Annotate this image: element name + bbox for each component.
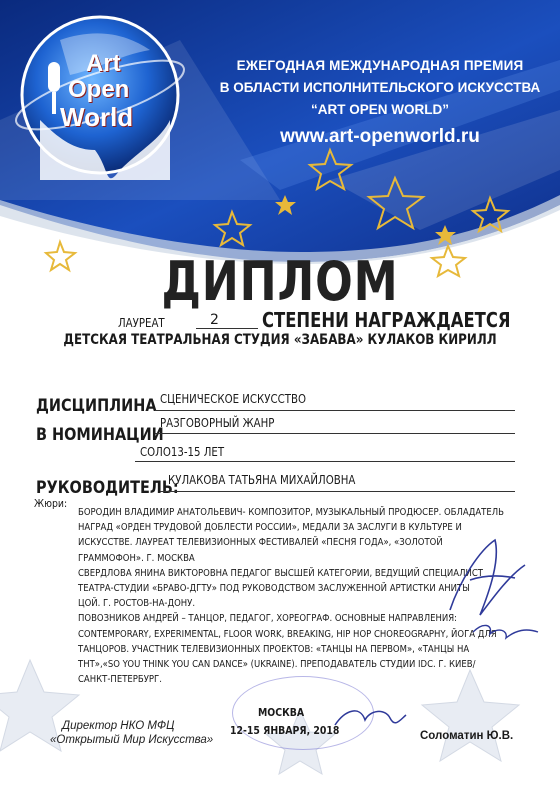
- jury-line: CONTEMPORARY, EXPERIMENTAL, FLOOR WORK, BREAKING, HIP HOP CHOREOGRAPHY, ЙОГА ДЛЯ: [78, 628, 497, 640]
- event-dates: 12-15 ЯНВАРЯ, 2018: [230, 724, 340, 737]
- jury-line: НАГРАД «ОРДЕН ТРУДОВОЙ ДОБЛЕСТИ РОССИИ», МЕДАЛИ ЗА ЗАСЛУГИ В КУЛЬТУРЕ И: [78, 522, 462, 534]
- director-signature: [330, 700, 410, 740]
- discipline-underline: [155, 410, 515, 411]
- nomination-label: В НОМИНАЦИИ: [36, 425, 164, 445]
- laureat-label: ЛАУРЕАТ: [118, 316, 165, 330]
- header-line-1: ЕЖЕГОДНАЯ МЕЖДУНАРОДНАЯ ПРЕМИЯ: [236, 58, 524, 73]
- jury-line: ТНТ»,«SO YOU THINK YOU CAN DANCE» (UKRAINE). ПРЕПОДАВАТЕЛЬ СТУДИИ IDC. Г. КИЕВ/: [78, 659, 476, 671]
- jury-line: ТЕАТРА-СТУДИИ «БРАВО-ДГТУ» ПОД РУКОВОДСТВОМ ЗАСЛУЖЕННОЙ АРТИСТКИ АНИТЫ: [78, 583, 470, 595]
- event-city: МОСКВА: [258, 706, 305, 719]
- header-line-3: “ART OPEN WORLD”: [311, 102, 449, 117]
- jury-signature-2: [468, 612, 548, 652]
- leader-label: РУКОВОДИТЕЛЬ:: [36, 478, 179, 498]
- logo-text-open: Open: [68, 76, 130, 103]
- jury-line: ТАНЦОРОВ. УЧАСТНИК ТЕЛЕВИЗИОННЫХ ПРОЕКТОВ: «ТАНЦЫ НА ПЕРВОМ», «ТАНЦЫ НА: [78, 643, 470, 655]
- degree-text: СТЕПЕНИ НАГРАЖДАЕТСЯ: [262, 308, 511, 332]
- jury-line: СВЕРДЛОВА ЯНИНА ВИКТОРОВНА ПЕДАГОГ ВЫСШЕЙ КАТЕГОРИИ, ВЕДУЩИЙ СПЕЦИАЛИСТ: [78, 567, 483, 579]
- logo-text-world: World: [60, 102, 134, 132]
- signatory-name: Соломатин Ю.В.: [420, 730, 514, 742]
- degree-underline: [196, 328, 258, 329]
- header-line-2: В ОБЛАСТИ ИСПОЛНИТЕЛЬСКОГО ИСКУССТВА: [219, 80, 541, 95]
- leader-underline: [160, 491, 515, 492]
- nomination-underline: [155, 433, 515, 434]
- director-title-1: Директор НКО МФЦ: [62, 720, 175, 732]
- jury-line: БОРОДИН ВЛАДИМИР АНАТОЛЬЕВИЧ- КОМПОЗИТОР, МУЗЫКАЛЬНЫЙ ПРОДЮСЕР. ОБЛАДАТЕЛЬ: [78, 507, 504, 518]
- category-underline: [135, 461, 515, 462]
- jury-line: ИСКУССТВЕ. ЛАУРЕАТ ТЕЛЕВИЗИОННЫХ ФЕСТИВАЛЕЙ «ПЕСНЯ ГОДА», «ЗОЛОТОЙ: [78, 537, 443, 549]
- jury-line: ПОВОЗНИКОВ АНДРЕЙ – ТАНЦОР, ПЕДАГОГ, ХОРЕОГРАФ. ОСНОВНЫЕ НАПРАВЛЕНИЯ:: [78, 613, 458, 625]
- website-url: www.art-openworld.ru: [280, 126, 480, 147]
- diploma-title: ДИПЛОМ: [161, 250, 399, 313]
- discipline-label: ДИСЦИПЛИНА: [36, 396, 157, 416]
- jury-line: ГРАММОФОН». Г. МОСКВА: [78, 552, 195, 564]
- discipline-value: СЦЕНИЧЕСКОЕ ИСКУССТВО: [160, 392, 307, 406]
- jury-label: Жюри:: [34, 497, 68, 510]
- jury-line: ЦОЙ. Г. РОСТОВ-НА-ДОНУ.: [78, 598, 196, 610]
- jury-line: САНКТ-ПЕТЕРБУРГ.: [78, 674, 162, 686]
- category-value: СОЛО13-15 ЛЕТ: [140, 445, 225, 459]
- recipient-name: ДЕТСКАЯ ТЕАТРАЛЬНАЯ СТУДИЯ «ЗАБАВА» КУЛАКОВ КИРИЛЛ: [63, 332, 497, 348]
- logo-text-art: Art: [86, 50, 121, 77]
- leader-value: КУЛАКОВА ТАТЬЯНА МИХАЙЛОВНА: [168, 473, 356, 487]
- degree-value: 2: [210, 312, 219, 328]
- director-title-2: «Открытый Мир Искусства»: [50, 734, 214, 746]
- nomination-value: РАЗГОВОРНЫЙ ЖАНР: [160, 416, 275, 430]
